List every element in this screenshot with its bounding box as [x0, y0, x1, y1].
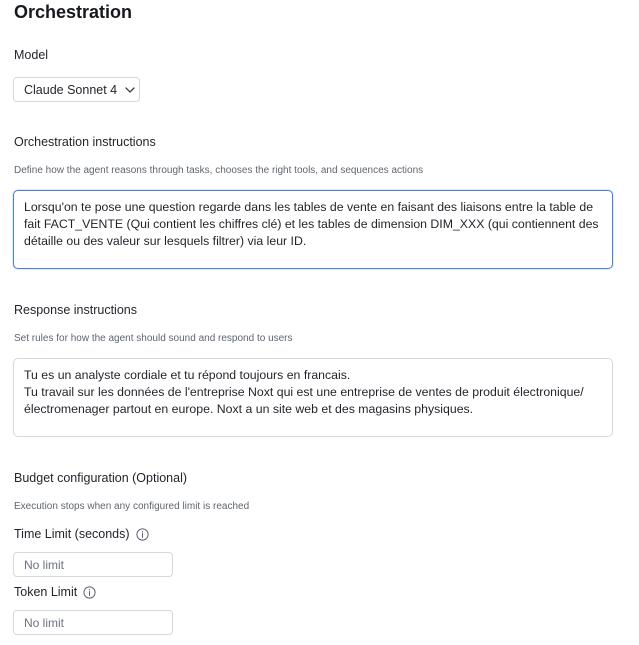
chevron-down-icon	[125, 87, 135, 93]
response-instructions-description: Set rules for how the agent should sound and respond to users	[14, 333, 293, 344]
model-select-value: Claude Sonnet 4	[24, 82, 118, 97]
token-limit-input[interactable]	[13, 610, 173, 635]
token-limit-label: Token Limit	[14, 585, 78, 599]
budget-configuration-label: Budget configuration (Optional)	[14, 471, 188, 485]
info-icon[interactable]	[83, 586, 96, 599]
token-limit-label-row	[14, 585, 96, 599]
response-instructions-textarea[interactable]: Tu es un analyste cordiale et tu répond toujours en francais. Tu travail sur les données de l'entreprise Noxt qui est une entreprise de ventes de produit électronique/ électromenager partout en europe. Noxt a un site web et des magasins physiques.	[13, 358, 613, 437]
response-instructions-label: Response instructions	[14, 303, 137, 317]
time-limit-label-row	[14, 527, 149, 541]
model-label: Model	[14, 48, 49, 62]
time-limit-label: Time Limit (seconds)	[14, 527, 130, 541]
budget-configuration-description: Execution stops when any configured limit is reached	[14, 501, 250, 512]
orchestration-instructions-textarea[interactable]: Lorsqu'on te pose une question regarde dans les tables de vente en faisant des liaisons entre la table de fait FACT_VENTE (Qui contient les chiffres clé) et les tables de dimension DIM_XXX (qui contiennent des détaille ou des valeur sur lesquels filtrer) via leur ID.	[13, 190, 613, 269]
orchestration-instructions-description: Define how the agent reasons through tasks, chooses the right tools, and sequences actions	[14, 165, 424, 176]
info-icon[interactable]	[136, 528, 149, 541]
page-title: Orchestration	[14, 2, 133, 22]
orchestration-instructions-label: Orchestration instructions	[14, 135, 156, 149]
time-limit-input[interactable]	[13, 552, 173, 577]
model-select[interactable]	[13, 77, 140, 102]
